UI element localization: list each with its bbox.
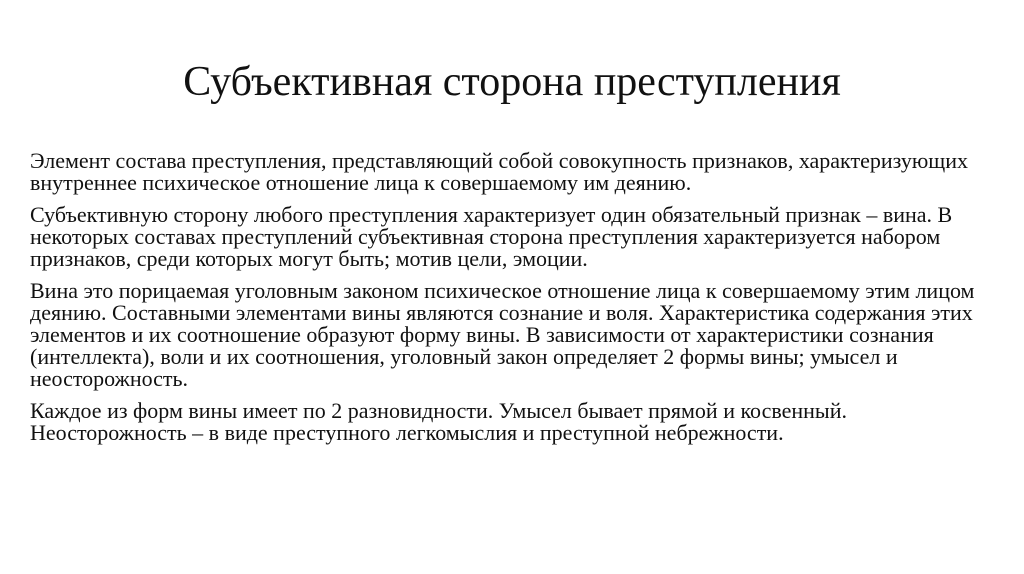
paragraph-guilt-sign: Субъективную сторону любого преступления характеризует один обязательный признак – вина. В некоторых составах преступлений субъективная сторона преступления характеризуется набором признаков, среди которых могут быть; мотив цели, эмоции. xyxy=(30,202,953,271)
paragraph-guilt-forms: Каждое из форм вины имеет по 2 разновидности. Умысел бывает прямой и косвенный. Неосторожность – в виде преступного легкомыслия и преступной небрежности. xyxy=(30,398,847,445)
slide-content xyxy=(30,150,990,444)
paragraph-definition: Элемент состава преступления, представляющий собой совокупность признаков, характеризующих внутреннее психическое отношение лица к совершаемому им деянию. xyxy=(30,148,968,195)
slide-title: Субъективная сторона преступления xyxy=(183,59,841,105)
paragraph-guilt-definition: Вина это порицаемая уголовным законом психическое отношение лица к совершаемому этим лицом деянию. Составными элементами вины являются сознание и воля. Характеристика содержания этих элементов и их соотношение образуют форму вины. В зависимости от характеристики сознания (интеллекта), воли и их соотношения, уголовный закон определяет 2 формы вины; умысел и неосторожность. xyxy=(30,278,975,391)
